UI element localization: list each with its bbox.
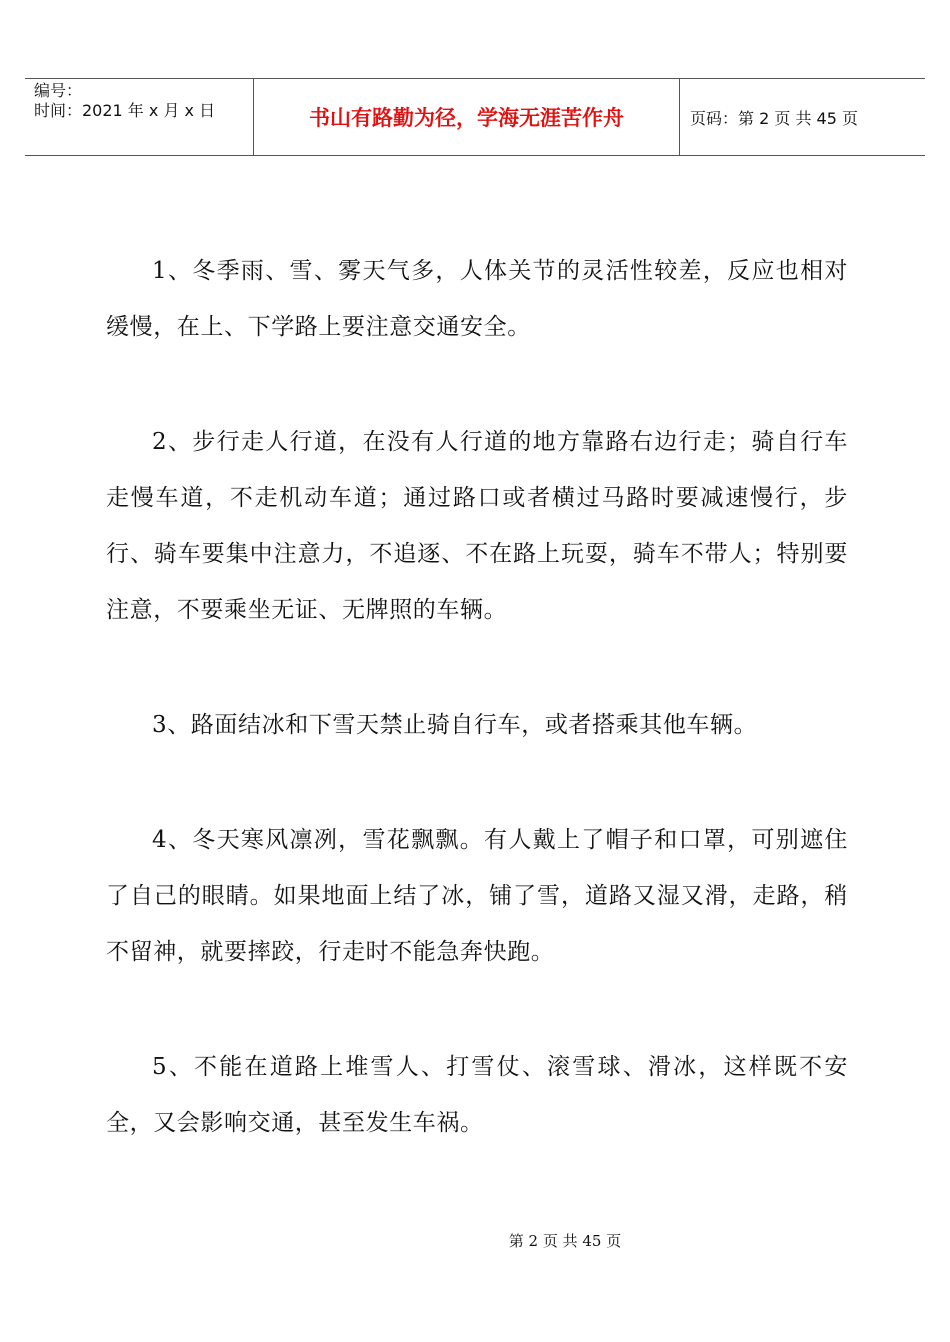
paragraph-1: 1、冬季雨、雪、雾天气多，人体关节的灵活性较差，反应也相对缓慢，在上、下学路上要注意交通安全。 xyxy=(106,258,848,340)
paragraph-2: 2、步行走人行道，在没有人行道的地方靠路右边行走；骑自行车走慢车道，不走机动车道；通过路口或者横过马路时要减速慢行，步行、骑车要集中注意力，不追逐、不在路上玩耍，骑车不带人；特别要注意，不要乘坐无证、无牌照的车辆。 xyxy=(106,429,848,623)
header-motto: 书山有路勤为径，学海无涯苦作舟 xyxy=(254,79,680,155)
header-page-info: 页码：第 2 页 共 45 页 xyxy=(690,108,858,128)
document-time-label: 时间：2021 年 x 月 x 日 xyxy=(34,101,216,120)
document-number-label: 编号： xyxy=(34,81,83,100)
page-footer: 第 2 页 共 45 页 xyxy=(508,1232,622,1250)
page-header xyxy=(25,78,925,156)
document-body xyxy=(106,243,848,1210)
header-meta xyxy=(25,79,254,155)
paragraph-4: 4、冬天寒风凛冽，雪花飘飘。有人戴上了帽子和口罩，可别遮住了自己的眼睛。如果地面上结了冰，铺了雪，道路又湿又滑，走路，稍不留神，就要摔跤，行走时不能急奔快跑。 xyxy=(106,827,848,965)
paragraph-5: 5、不能在道路上堆雪人、打雪仗、滚雪球、滑冰，这样既不安全，又会影响交通，甚至发生车祸。 xyxy=(106,1054,848,1136)
paragraph-3: 3、路面结冰和下雪天禁止骑自行车，或者搭乘其他车辆。 xyxy=(152,712,758,738)
